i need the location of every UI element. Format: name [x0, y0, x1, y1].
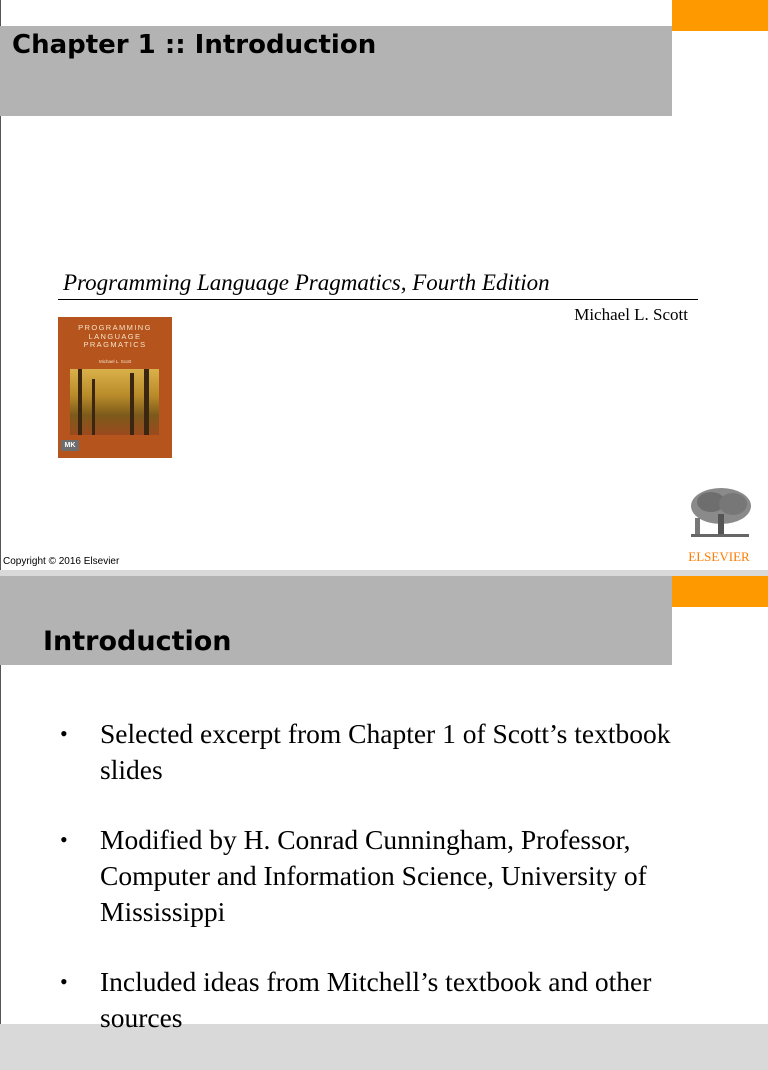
accent-bar: [672, 0, 768, 31]
bullet-list: [60, 716, 680, 1070]
cover-author: Michael L. Scott: [98, 359, 131, 364]
publisher-mark: MK: [61, 440, 79, 451]
cover-title-line: PRAGMATICS: [83, 340, 147, 349]
book-title: Programming Language Pragmatics, Fourth Edition: [63, 270, 550, 295]
slide-title: Chapter 1 :: Introduction: [12, 30, 377, 60]
tree-trunk: [144, 369, 149, 435]
elsevier-logo: [683, 486, 755, 564]
bullet-text: Modified by H. Conrad Cunningham, Professor, Computer and Information Science, University of Mississippi: [100, 824, 647, 927]
bullet-symbol: •: [60, 827, 68, 852]
author-name: Michael L. Scott: [574, 305, 688, 324]
cover-forest-photo: [70, 369, 159, 435]
bullet-text: Included ideas from Mitchell’s textbook and other sources: [100, 966, 652, 1033]
bullet-symbol: •: [60, 721, 68, 746]
divider-rule: [58, 299, 698, 300]
bullet-symbol: •: [60, 969, 68, 994]
cover-title-line: LANGUAGE: [88, 331, 142, 341]
book-cover-image: [58, 317, 172, 458]
bullet-text: Selected excerpt from Chapter 1 of Scott’s textbook slides: [100, 718, 671, 785]
elsevier-tree-icon: [685, 486, 753, 540]
elsevier-wordmark: ELSEVIER: [688, 549, 750, 564]
cover-title: [58, 324, 172, 350]
tree-trunk: [78, 369, 82, 435]
tree-trunk: [92, 379, 95, 435]
slide-title: Introduction: [43, 626, 232, 657]
copyright-text: Copyright © 2016 Elsevier: [3, 556, 120, 567]
cover-title-line: PROGRAMMING: [78, 323, 152, 332]
tree-trunk: [130, 373, 134, 435]
bullet-item: [60, 822, 680, 930]
bullet-item: [60, 716, 680, 788]
bullet-item: [60, 964, 680, 1036]
accent-bar: [672, 576, 768, 607]
